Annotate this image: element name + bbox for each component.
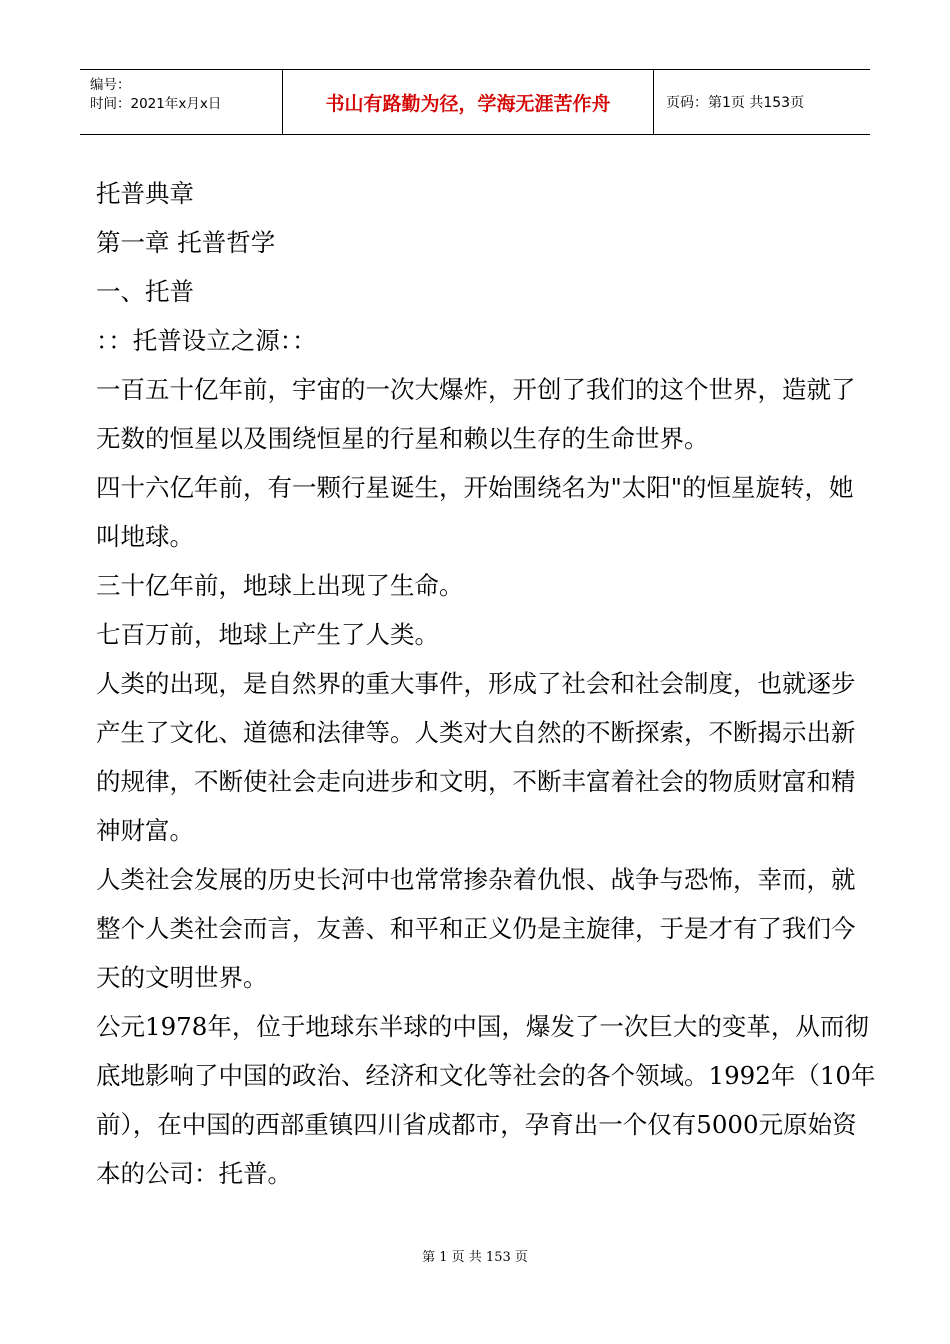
document-title: 托普典章 bbox=[96, 179, 194, 208]
body-paragraph: 人类的出现，是自然界的重大事件，形成了社会和社会制度，也就逐步产生了文化、道德和法律等。人类对大自然的不断探索，不断揭示出新的规律，不断使社会走向进步和文明，不断丰富着社会的物质财富和精神财富。 bbox=[96, 669, 856, 845]
page-footer: 第 1 页 共 153 页 bbox=[422, 1250, 528, 1265]
body-paragraph: 一百五十亿年前，宇宙的一次大爆炸，开创了我们的这个世界，造就了无数的恒星以及围绕恒星的行星和赖以生存的生命世界。 bbox=[96, 375, 856, 453]
body-paragraph: 公元1978年，位于地球东半球的中国，爆发了一次巨大的变革，从而彻底地影响了中国的政治、经济和文化等社会的各个领域。1992年（10年前），在中国的西部重镇四川省成都市，孕育出一个仅有5000元原始资本的公司：托普。 bbox=[96, 1012, 876, 1188]
chapter-heading: 第一章 托普哲学 bbox=[96, 228, 276, 257]
section-heading: 一、托普 bbox=[96, 277, 194, 306]
header-motto: 书山有路勤为径，学海无涯苦作舟 bbox=[282, 70, 654, 134]
document-body bbox=[96, 169, 876, 1198]
subsection-heading: ：：托普设立之源：： bbox=[96, 326, 317, 355]
body-paragraph: 七百万前，地球上产生了人类。 bbox=[96, 620, 439, 649]
page-header bbox=[80, 69, 870, 135]
body-paragraph: 人类社会发展的历史长河中也常常掺杂着仇恨、战争与恐怖，幸而，就整个人类社会而言，友善、和平和正义仍是主旋律，于是才有了我们今天的文明世界。 bbox=[96, 865, 856, 992]
header-page-info: 页码：第1页 共153页 bbox=[666, 95, 805, 111]
header-meta bbox=[80, 70, 282, 134]
body-paragraph: 四十六亿年前，有一颗行星诞生，开始围绕名为"太阳"的恒星旋转，她叫地球。 bbox=[96, 473, 854, 551]
body-paragraph: 三十亿年前，地球上出现了生命。 bbox=[96, 571, 464, 600]
document-number-label: 编号： bbox=[90, 77, 131, 93]
document-time-label: 时间：2021年x月x日 bbox=[90, 96, 222, 112]
